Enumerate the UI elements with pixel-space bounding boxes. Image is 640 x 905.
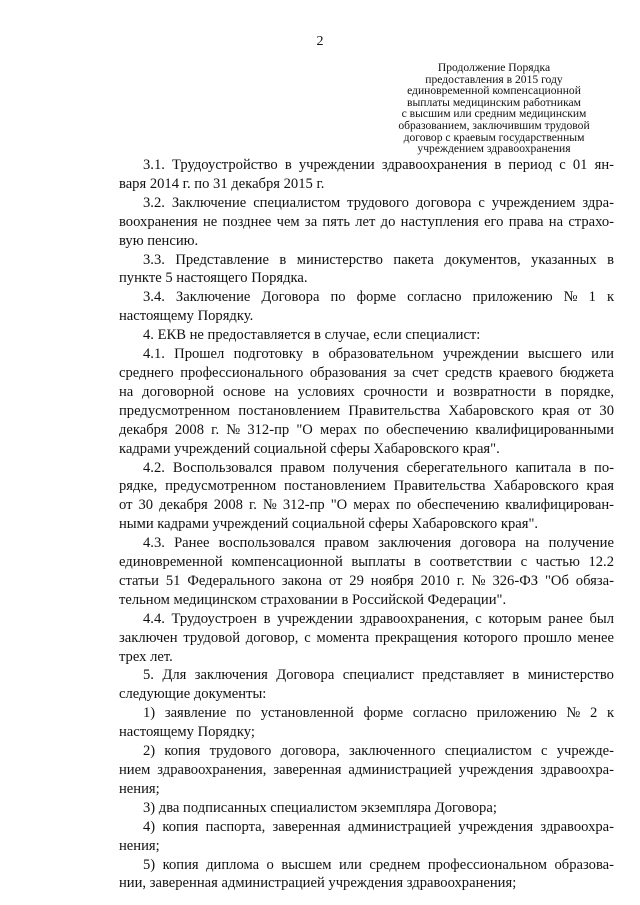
document-body — [119, 156, 614, 893]
paragraph-line: 4.3. Ранее воспользовался правом заключения договора на получение — [143, 535, 614, 552]
paragraph-line: декабря 2008 г. № 312-пр "О мерах по обеспечению квалифицированными — [119, 421, 614, 438]
paragraph-line: варя 2014 г. по 31 декабря 2015 г. — [119, 175, 325, 192]
paragraph-line: 4.2. Воспользовался правом получения сберегательного капитала в по- — [143, 459, 615, 476]
paragraph-line: 5. Для заключения Договора специалист представляет в министерство — [143, 667, 614, 684]
paragraph-line: вую пенсию. — [119, 232, 199, 249]
paragraph-line: 4. ЕКВ не предоставляется в случае, если специалист: — [143, 327, 481, 344]
paragraph — [119, 704, 614, 742]
paragraph-line: 2) копия трудового договора, заключенного специалистом с учрежде- — [143, 743, 614, 760]
paragraph — [119, 326, 614, 345]
paragraph-line: нии, заверенная администрацией учреждения здравоохранения; — [119, 875, 517, 892]
paragraph — [119, 742, 614, 799]
paragraph-line: нения; — [119, 837, 160, 854]
paragraph-line: настоящему Порядку; — [119, 724, 255, 741]
paragraph-line: 3.2. Заключение специалистом трудового договора с учреждением здра- — [143, 194, 614, 211]
header-line: с высшим или средним медицинским — [401, 107, 587, 121]
paragraph-line: 5) копия диплома о высшем или среднем профессиональном образова- — [143, 856, 615, 873]
paragraph — [119, 194, 614, 251]
paragraph — [119, 666, 614, 704]
paragraph-line: пункте 5 настоящего Порядка. — [119, 270, 308, 287]
paragraph-line: рядке, предусмотренном постановлением Правительства Хабаровского края — [119, 478, 614, 495]
header-line: выплаты медицинским работникам — [406, 95, 582, 109]
document-header — [382, 62, 606, 155]
paragraph-line: предусмотренном постановлением Правительства Хабаровского края от 30 — [119, 402, 614, 419]
paragraph-line: 4.1. Прошел подготовку в образовательном учреждении высшего или — [143, 346, 614, 363]
paragraph-line: на договорной основе на условиях срочности и возвратности в порядке, — [119, 383, 615, 400]
paragraph-line: от 30 декабря 2008 г. № 312-пр "О мерах по обеспечению квалифицирован- — [119, 497, 615, 514]
paragraph — [119, 856, 614, 894]
paragraph-line: 1) заявление по установленной форме согласно приложению № 2 к — [143, 705, 615, 722]
header-line: Продолжение Порядка — [437, 61, 551, 74]
paragraph-line: заключен трудовой договор, с момента прекращения которого прошло менее — [119, 629, 614, 646]
paragraph-line: среднего профессионального образования за счет средств краевого бюджета — [119, 364, 614, 381]
paragraph — [119, 610, 614, 667]
paragraph-line: 4.4. Трудоустроен в учреждении здравоохранения, с которым ранее был — [143, 610, 614, 627]
paragraph — [119, 534, 614, 610]
paragraph — [119, 345, 614, 458]
header-line: образованием, заключившим трудовой — [398, 118, 590, 132]
paragraph — [119, 799, 614, 818]
paragraph — [119, 251, 614, 289]
paragraph-line: следующие документы: — [119, 686, 267, 703]
paragraph-line: 3.3. Представление в министерство пакета документов, указанных в — [143, 251, 614, 268]
paragraph-line: 4) копия паспорта, заверенная администрацией учреждения здравоохра- — [143, 818, 614, 835]
paragraph-line: настоящему Порядку. — [119, 308, 254, 325]
header-line: единовременной компенсационной — [407, 84, 581, 98]
paragraph-line: 3) два подписанных специалистом экземпляра Договора; — [143, 799, 497, 816]
paragraph-line: воохранения не позднее чем за пять лет до наступления его права на страхо- — [119, 213, 615, 230]
paragraph-line: нием здравоохранения, заверенная администрацией учреждения здравоохра- — [119, 762, 615, 778]
paragraph-line: ными кадрами учреждений социальной сферы Хабаровского края". — [119, 516, 539, 533]
header-line: учреждением здравоохранения — [417, 142, 571, 156]
paragraph — [119, 288, 614, 326]
paragraph-line: кадрами учреждений социальной сферы Хабаровского края". — [119, 440, 500, 457]
paragraph-line: единовременной компенсационной выплаты в соответствии с частью 12.2 — [119, 554, 614, 571]
header-line: предоставления в 2015 году — [425, 72, 563, 86]
paragraph-line: трех лет. — [119, 648, 173, 665]
paragraph-line: нения; — [119, 780, 160, 797]
page-number: 2 — [316, 34, 324, 49]
paragraph-line: статьи 51 Федерального закона от 29 ноября 2010 г. № 326-ФЗ "Об обяза- — [119, 572, 614, 589]
header-line: договор с краевым государственным — [403, 130, 585, 144]
paragraph-line: 3.4. Заключение Договора по форме согласно приложению № 1 к — [143, 289, 615, 306]
paragraph — [119, 459, 614, 535]
paragraph-line: 3.1. Трудоустройство в учреждении здравоохранения в период с 01 ян- — [143, 157, 614, 173]
paragraph — [119, 156, 614, 194]
paragraph — [119, 818, 614, 856]
paragraph-line: тельном медицинском страховании в Российской Федерации". — [119, 591, 507, 608]
